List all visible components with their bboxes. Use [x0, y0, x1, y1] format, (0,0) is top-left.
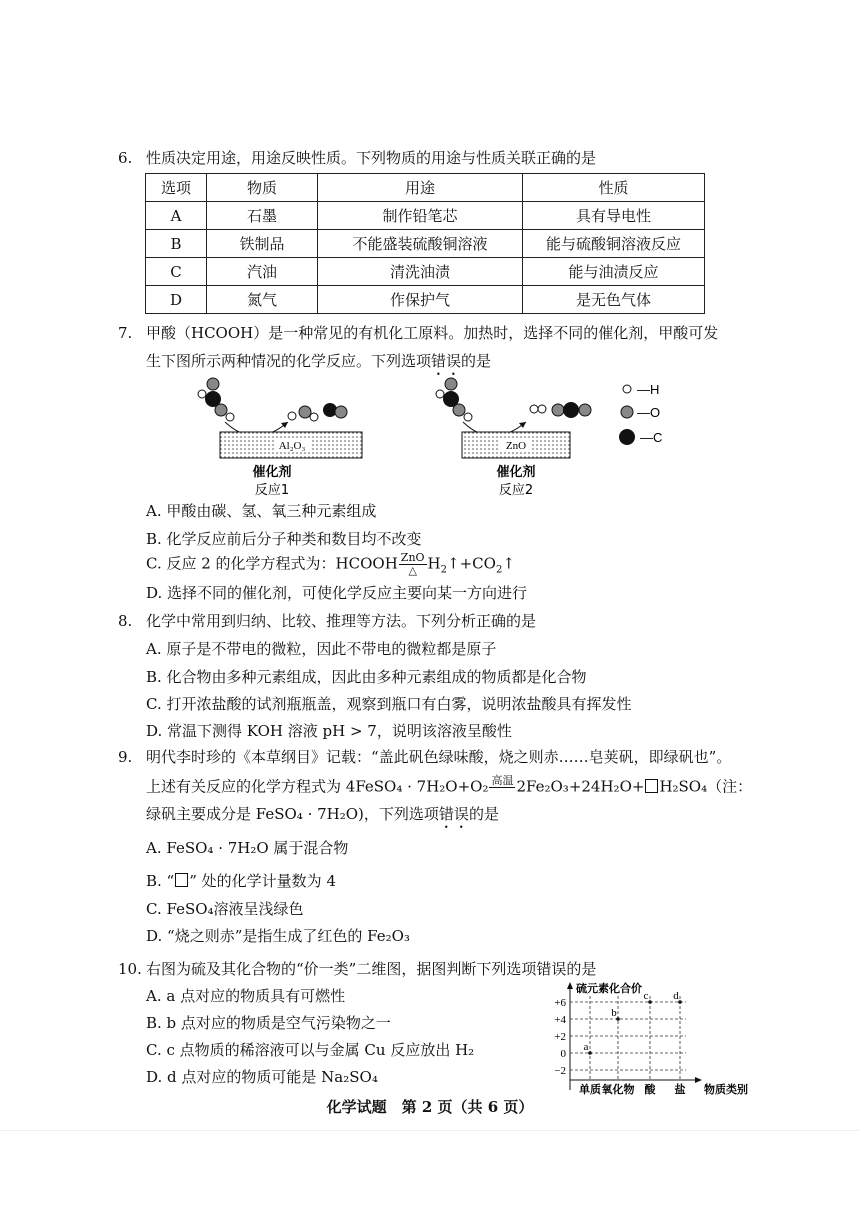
y-tick-labels — [554, 997, 566, 1077]
y-axis-label: 硫元素化合价 — [576, 982, 642, 995]
q7-option-d: D. 选择不同的催化剂，可使化学反应主要向某一方向进行 — [146, 584, 528, 602]
table-cell: 石墨 — [207, 202, 318, 230]
carbon-legend-icon — [619, 429, 635, 445]
blank-box — [645, 779, 658, 793]
table-cell: D — [146, 286, 207, 314]
q9-option-c: C. FeSO₄溶液呈浅绿色 — [146, 900, 304, 918]
legend-o: —O — [637, 405, 661, 420]
x-axis-arrow — [695, 1077, 702, 1083]
hydrogen-atom — [226, 413, 234, 421]
catalyst-label-2: ZnO — [505, 440, 527, 452]
q10-option-a: A. a 点对应的物质具有可燃性 — [146, 987, 346, 1005]
q8-option-b: B. 化合物由多种元素组成，因此由多种元素组成的物质都是化合物 — [146, 668, 587, 686]
catalyst-caption-2: 催化剂 — [496, 465, 536, 480]
x-tick-label: 酸 — [644, 1083, 656, 1096]
q7-stem-line1 — [118, 322, 718, 344]
q7-text-c: 的是 — [461, 352, 492, 370]
q7-option-a: A. 甲酸由碳、氢、氧三种元素组成 — [146, 502, 377, 520]
hydrogen-atom — [464, 413, 472, 421]
table-row — [146, 230, 705, 258]
oxygen-atom — [299, 406, 311, 418]
q7-option-c: C. 反应 2 的化学方程式为：HCOOH $\frac{\text{ZnO}}{\triangle}$ $H_2↑+CO_2↑$ — [146, 551, 515, 577]
table-row — [146, 202, 705, 230]
table-cell: 氮气 — [207, 286, 318, 314]
table-cell: 具有导电性 — [523, 202, 705, 230]
oxygen-atom — [445, 378, 457, 390]
atom-legend — [619, 382, 662, 445]
q8-option-c: C. 打开浓盐酸的试剂瓶瓶盖，观察到瓶口有白雾，说明浓盐酸具有挥发性 — [146, 695, 632, 713]
q9-option-a: A. FeSO₄ · 7H₂O 属于混合物 — [146, 839, 349, 857]
sulfur-valence-chart — [528, 980, 778, 1100]
q6-table — [145, 173, 705, 314]
x-axis-label: 物质类别 — [704, 1083, 748, 1096]
x-tick-label: 盐 — [674, 1083, 686, 1096]
q9-equation-left: 上述有关反应的化学方程式为 4FeSO₄ · 7H₂O+O₂ — [146, 777, 489, 796]
header-cell: 选项 — [146, 174, 207, 202]
table-cell: 作保护气 — [318, 286, 523, 314]
table-row — [146, 286, 705, 314]
q8-stem — [118, 610, 536, 632]
q9-text-a: 绿矾主要成分是 FeSO₄ · 7H₂O)，下列选项 — [146, 805, 439, 823]
q10-text: 右图为硫及其化合物的“价一类”二维图，据图判断下列选项错误的是 — [146, 960, 597, 978]
table-row — [146, 258, 705, 286]
data-points — [584, 990, 682, 1055]
x-tick-label: 单质 — [579, 1083, 601, 1096]
table-cell: 能与油渍反应 — [523, 258, 705, 286]
q7-c-arrow: ↑ — [502, 554, 515, 573]
chart-grid — [570, 996, 686, 1080]
data-point-c — [648, 1000, 652, 1004]
q10-number: 10. — [118, 960, 142, 978]
catalyst-caption-1: 催化剂 — [252, 465, 292, 480]
oxygen-atom — [552, 404, 564, 416]
header-cell: 用途 — [318, 174, 523, 202]
condition-top: ZnO — [400, 551, 425, 564]
emphasis-word: 错误 — [431, 352, 462, 370]
q9-stem-line3 — [146, 803, 499, 832]
q9-equation-right: 2Fe₂O₃+24H₂O+ — [516, 777, 645, 796]
oxygen-legend-icon — [621, 406, 633, 418]
q9-option-d: D. “烧之则赤”是指生成了红色的 Fe₂O₃ — [146, 927, 410, 945]
blank-box — [175, 873, 188, 887]
q7-c-text: C. 反应 2 的化学方程式为：HCOOH — [146, 554, 398, 573]
hydrogen-atom — [198, 390, 206, 398]
table-header-row — [146, 174, 705, 202]
reaction-caption-1: 反应1 — [254, 483, 290, 498]
q9-text: 明代李时珍的《本草纲目》记载：“盖此矾色绿味酸，烧之则赤……皂荚矾，即绿矾也”。 — [146, 748, 732, 766]
q9-option-b — [146, 870, 336, 892]
q10-stem — [118, 958, 596, 980]
header-cell: 性质 — [523, 174, 705, 202]
header-cell: 物质 — [207, 174, 318, 202]
emphasis-word: 错误 — [438, 805, 469, 823]
q9-b-pre: B. “ — [146, 872, 175, 890]
q6-stem — [118, 147, 596, 169]
reaction-1 — [198, 378, 362, 498]
oxygen-atom — [335, 406, 347, 418]
data-label-c: c — [643, 990, 649, 1002]
q7-option-b: B. 化学反应前后分子种类和数目均不改变 — [146, 530, 422, 548]
table-cell: 是无色气体 — [523, 286, 705, 314]
condition-top: 高温 — [491, 774, 514, 787]
q9-stem-line1 — [118, 746, 731, 768]
table-cell: 铁制品 — [207, 230, 318, 258]
y-axis-arrow — [567, 982, 573, 989]
q7-text: 甲酸（HCOOH）是一种常见的有机化工原料。加热时，选择不同的催化剂，甲酸可发 — [146, 324, 719, 342]
oxygen-atom — [579, 404, 591, 416]
catalyst-label-1: Al₂O₃ — [278, 440, 306, 452]
table-cell: A — [146, 202, 207, 230]
table-cell: 不能盛装硫酸铜溶液 — [318, 230, 523, 258]
q7-c-co: ↑+CO — [447, 554, 496, 573]
q9-stem-line2 — [146, 775, 752, 800]
hydrogen-atom — [288, 412, 296, 420]
hydrogen-atom — [310, 413, 318, 421]
legend-h: —H — [637, 382, 660, 397]
table-cell: B — [146, 230, 207, 258]
hydrogen-legend-icon — [623, 385, 631, 393]
legend-c: —C — [640, 430, 663, 445]
q9-b-post: ” 处的化学计量数为 4 — [189, 872, 336, 890]
q9-equation-tail: H₂SO₄（注： — [659, 777, 753, 796]
x-tick-labels — [579, 1082, 686, 1096]
data-label-b: b — [611, 1007, 617, 1019]
q7-reaction-diagram — [180, 372, 700, 500]
reaction-2 — [436, 378, 591, 498]
y-tick-label: +6 — [554, 997, 566, 1009]
table-cell: 制作铅笔芯 — [318, 202, 523, 230]
condition-bottom: △ — [408, 564, 417, 577]
q9-text-c: 的是 — [468, 805, 499, 823]
y-tick-label: 0 — [560, 1048, 566, 1060]
q8-number: 8. — [118, 612, 133, 630]
data-label-a: a — [583, 1041, 589, 1053]
carbon-atom — [563, 402, 579, 418]
q6-number: 6. — [118, 149, 133, 167]
equation-condition — [489, 775, 515, 800]
q10-option-d: D. d 点对应的物质可能是 Na₂SO₄ — [146, 1068, 378, 1086]
data-point-a — [588, 1051, 592, 1055]
q9-number: 9. — [118, 748, 133, 766]
q7-text-a: 生下图所示两种情况的化学反应。下列选项 — [146, 352, 432, 370]
q7-c-h: H — [427, 554, 441, 573]
q10-option-c: C. c 点物质的稀溶液可以与金属 Cu 反应放出 H₂ — [146, 1041, 475, 1059]
table-cell: 汽油 — [207, 258, 318, 286]
q8-option-d: D. 常温下测得 KOH 溶液 pH > 7，说明该溶液呈酸性 — [146, 722, 512, 740]
reaction-caption-2: 反应2 — [498, 483, 534, 498]
y-tick-label: −2 — [554, 1065, 566, 1077]
x-tick-label: 氧化物 — [601, 1083, 635, 1096]
q6-text: 性质决定用途，用途反映性质。下列物质的用途与性质关联正确的是 — [146, 149, 597, 167]
hydrogen-atom — [538, 405, 546, 413]
y-tick-label: +4 — [554, 1014, 566, 1026]
oxygen-atom — [207, 378, 219, 390]
q8-option-a: A. 原子是不带电的微粒，因此不带电的微粒都是原子 — [146, 640, 497, 658]
q10-option-b: B. b 点对应的物质是空气污染物之一 — [146, 1014, 391, 1032]
table-cell: 清洗油渍 — [318, 258, 523, 286]
table-cell: C — [146, 258, 207, 286]
y-tick-label: +2 — [554, 1031, 566, 1043]
page-footer: 化学试题 第 2 页（共 6 页） — [326, 1098, 534, 1116]
hydrogen-atom — [436, 390, 444, 398]
oxygen-atom — [453, 404, 465, 416]
reaction-condition — [399, 552, 427, 577]
data-label-d: d — [673, 990, 679, 1002]
hydrogen-atom — [530, 405, 538, 413]
page-divider — [0, 1130, 860, 1131]
table-cell: 能与硫酸铜溶液反应 — [523, 230, 705, 258]
oxygen-atom — [215, 404, 227, 416]
q7-number: 7. — [118, 324, 133, 342]
q8-text: 化学中常用到归纳、比较、推理等方法。下列分析正确的是 — [146, 612, 537, 630]
